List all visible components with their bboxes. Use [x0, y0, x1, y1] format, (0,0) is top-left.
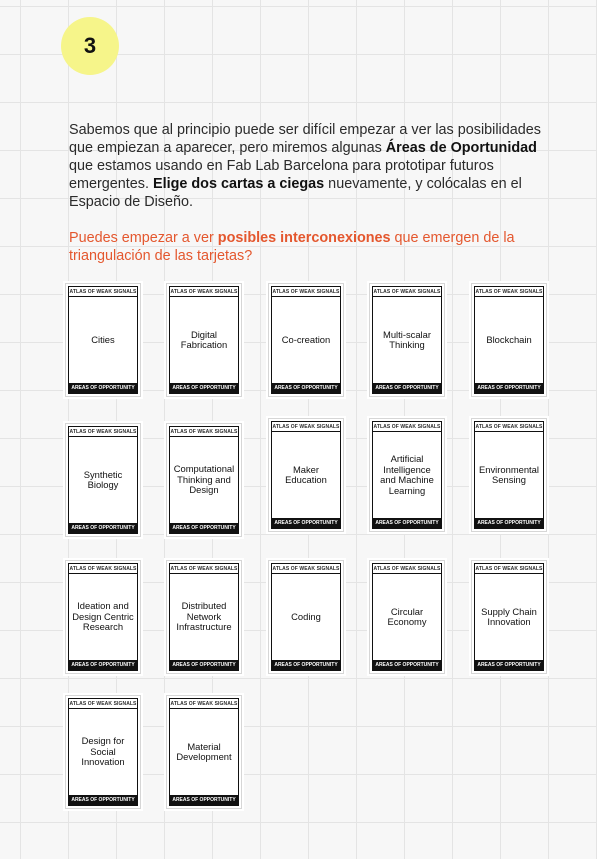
card-title: Cities — [91, 333, 115, 345]
card-title: Maker Education — [285, 463, 327, 485]
intro-text-3: nuevamente, y colócalas en el Espacio de Diseño. — [69, 176, 522, 210]
card-ideation-design-research[interactable] — [65, 560, 141, 674]
card-header: ATLAS OF WEAK SIGNALS — [272, 289, 340, 295]
card-footer: AREAS OF OPPORTUNITY — [170, 660, 238, 670]
card-design-social-innovation[interactable] — [65, 695, 141, 809]
card-title: Ideation and Design Centric Research — [72, 600, 134, 633]
interconnection-prompt — [69, 229, 539, 265]
card-header: ATLAS OF WEAK SIGNALS — [272, 424, 340, 430]
intro-paragraph — [69, 121, 549, 211]
card-header: ATLAS OF WEAK SIGNALS — [373, 566, 441, 572]
card-footer: AREAS OF OPPORTUNITY — [69, 523, 137, 533]
card-synthetic-biology[interactable] — [65, 423, 141, 537]
card-distributed-network[interactable] — [166, 560, 242, 674]
prompt-text-2: que emergen de la triangulación de las tarjetas? — [69, 230, 515, 264]
card-header: ATLAS OF WEAK SIGNALS — [170, 429, 238, 435]
card-footer: AREAS OF OPPORTUNITY — [272, 660, 340, 670]
card-title: Coding — [291, 610, 321, 622]
card-header: ATLAS OF WEAK SIGNALS — [475, 289, 543, 295]
card-footer: AREAS OF OPPORTUNITY — [373, 518, 441, 528]
card-title: Synthetic Biology — [83, 468, 123, 490]
card-co-creation[interactable] — [268, 283, 344, 397]
card-blockchain[interactable] — [471, 283, 547, 397]
card-computational-thinking[interactable] — [166, 423, 242, 537]
card-header: ATLAS OF WEAK SIGNALS — [69, 566, 137, 572]
card-maker-education[interactable] — [268, 418, 344, 532]
card-footer: AREAS OF OPPORTUNITY — [69, 660, 137, 670]
card-title: Circular Economy — [387, 605, 427, 627]
card-circular-economy[interactable] — [369, 560, 445, 674]
prompt-bold: posibles interconexiones — [217, 230, 391, 246]
card-title: Environmental Sensing — [479, 463, 539, 485]
card-footer: AREAS OF OPPORTUNITY — [475, 660, 543, 670]
card-footer: AREAS OF OPPORTUNITY — [373, 383, 441, 393]
card-header: ATLAS OF WEAK SIGNALS — [170, 566, 238, 572]
card-title: Multi-scalar Thinking — [383, 328, 431, 350]
card-title: Digital Fabrication — [180, 328, 228, 350]
card-digital-fabrication[interactable] — [166, 283, 242, 397]
card-title: Artificial Intelligence and Machine Learning — [380, 453, 434, 496]
card-header: ATLAS OF WEAK SIGNALS — [69, 289, 137, 295]
card-header: ATLAS OF WEAK SIGNALS — [475, 424, 543, 430]
intro-bold-areas: Áreas de Oportunidad — [385, 140, 537, 156]
card-header: ATLAS OF WEAK SIGNALS — [373, 424, 441, 430]
step-number-badge: 3 — [61, 17, 119, 75]
card-footer: AREAS OF OPPORTUNITY — [475, 518, 543, 528]
card-footer: AREAS OF OPPORTUNITY — [170, 383, 238, 393]
card-artificial-intelligence[interactable] — [369, 418, 445, 532]
card-title: Co-creation — [281, 333, 331, 345]
card-header: ATLAS OF WEAK SIGNALS — [170, 701, 238, 707]
card-footer: AREAS OF OPPORTUNITY — [69, 795, 137, 805]
card-coding[interactable] — [268, 560, 344, 674]
card-header: ATLAS OF WEAK SIGNALS — [69, 701, 137, 707]
card-footer: AREAS OF OPPORTUNITY — [373, 660, 441, 670]
card-material-development[interactable] — [166, 695, 242, 809]
card-title: Design for Social Innovation — [81, 735, 125, 768]
card-title: Blockchain — [486, 333, 532, 345]
card-cities[interactable] — [65, 283, 141, 397]
card-multi-scalar-thinking[interactable] — [369, 283, 445, 397]
card-header: ATLAS OF WEAK SIGNALS — [272, 566, 340, 572]
card-header: ATLAS OF WEAK SIGNALS — [373, 289, 441, 295]
intro-text-1: Sabemos que al principio puede ser difícil empezar a ver las posibilidades que empiezan a aparecer, pero miremos algunas — [69, 122, 541, 156]
card-footer: AREAS OF OPPORTUNITY — [69, 383, 137, 393]
card-environmental-sensing[interactable] — [471, 418, 547, 532]
card-footer: AREAS OF OPPORTUNITY — [475, 383, 543, 393]
card-header: ATLAS OF WEAK SIGNALS — [475, 566, 543, 572]
card-title: Material Development — [176, 740, 232, 762]
intro-bold-choose: Elige dos cartas a ciegas — [153, 176, 325, 192]
intro-text-2: que estamos usando en Fab Lab Barcelona para prototipar futuros emergentes. — [69, 158, 494, 192]
prompt-text-1: Puedes empezar a ver — [69, 230, 218, 246]
card-header: ATLAS OF WEAK SIGNALS — [69, 429, 137, 435]
card-footer: AREAS OF OPPORTUNITY — [272, 518, 340, 528]
card-footer: AREAS OF OPPORTUNITY — [170, 795, 238, 805]
card-title: Computational Thinking and Design — [173, 463, 235, 496]
card-header: ATLAS OF WEAK SIGNALS — [170, 289, 238, 295]
card-title: Distributed Network Infrastructure — [176, 600, 232, 633]
card-footer: AREAS OF OPPORTUNITY — [272, 383, 340, 393]
card-title: Supply Chain Innovation — [481, 605, 537, 627]
card-supply-chain-innovation[interactable] — [471, 560, 547, 674]
card-footer: AREAS OF OPPORTUNITY — [170, 523, 238, 533]
